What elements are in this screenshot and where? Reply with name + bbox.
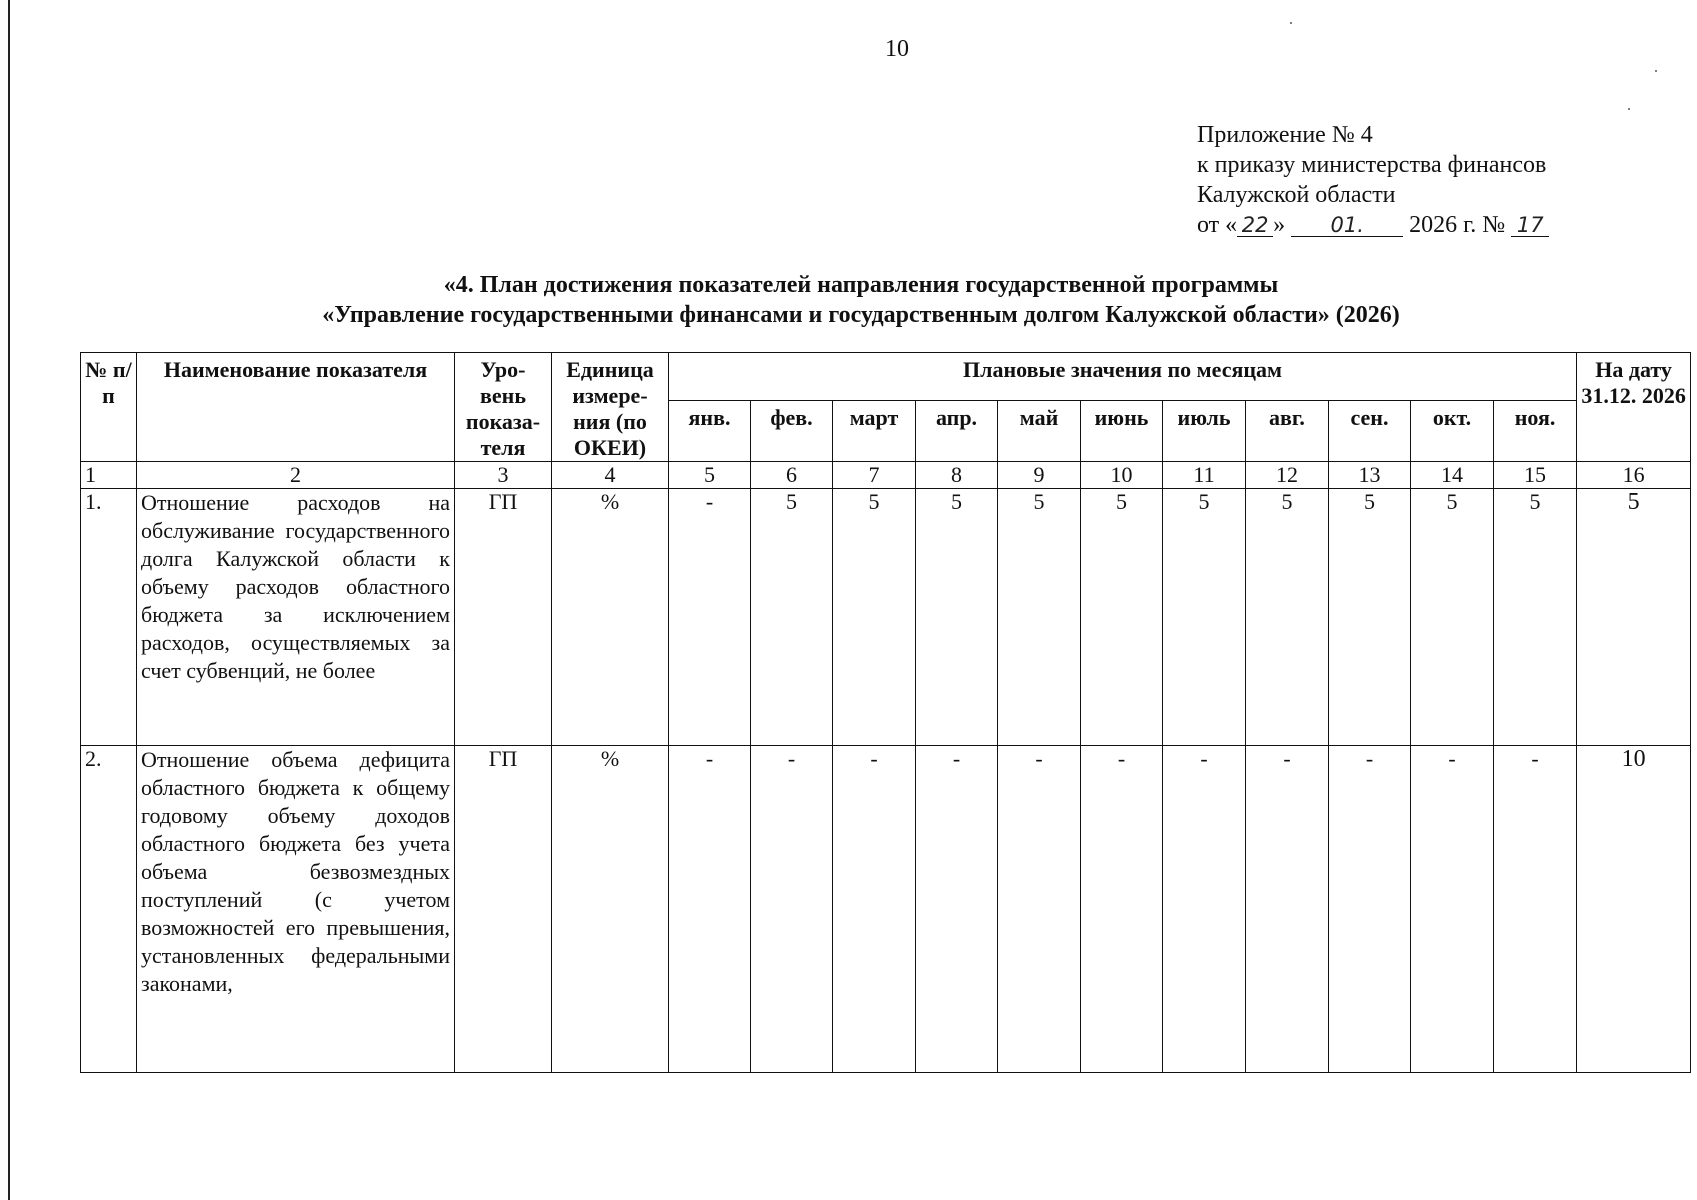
month-value: 5 <box>1494 489 1577 746</box>
month-header: янв. <box>669 401 751 462</box>
month-value: 5 <box>1246 489 1329 746</box>
month-value: - <box>998 746 1081 1073</box>
indicator-level: ГП <box>455 489 552 746</box>
row-number: 1. <box>81 489 137 746</box>
scan-speck <box>1628 108 1630 110</box>
column-number: 6 <box>751 462 833 489</box>
month-header: ноя. <box>1494 401 1577 462</box>
month-header: июнь <box>1081 401 1163 462</box>
month-value: - <box>916 746 998 1073</box>
document-title <box>0 270 1697 330</box>
indicator-level: ГП <box>455 746 552 1073</box>
date-year: 2026 г. № <box>1409 212 1506 238</box>
month-value: - <box>1246 746 1329 1073</box>
column-number: 2 <box>137 462 455 489</box>
column-number: 3 <box>455 462 552 489</box>
column-number: 1 <box>81 462 137 489</box>
month-value: - <box>1411 746 1494 1073</box>
column-number: 16 <box>1577 462 1691 489</box>
month-header: окт. <box>1411 401 1494 462</box>
month-value: 5 <box>1081 489 1163 746</box>
appendix-header <box>1197 120 1549 240</box>
month-header: май <box>998 401 1081 462</box>
column-number: 11 <box>1163 462 1246 489</box>
header-row <box>81 353 1691 401</box>
month-value: - <box>669 746 751 1073</box>
column-number-row <box>81 462 1691 489</box>
month-header: март <box>833 401 916 462</box>
indicator-name: Отношение расходов на обслуживание государственного долга Калужской области к объему расходов областного бюджета за исключением расходов, осуществляемых за счет субвенций, не более <box>137 489 455 746</box>
month-value: - <box>833 746 916 1073</box>
column-number: 9 <box>998 462 1081 489</box>
appendix-line: Калужской области <box>1197 182 1396 208</box>
scan-speck <box>1655 70 1657 72</box>
month-value: - <box>1329 746 1411 1073</box>
row-number: 2. <box>81 746 137 1073</box>
date-mid: » <box>1273 212 1286 238</box>
end-date-value: 10 <box>1577 746 1691 1073</box>
month-value: - <box>1081 746 1163 1073</box>
month-value: - <box>751 746 833 1073</box>
appendix-line: к приказу министерства финансов <box>1197 152 1547 178</box>
month-value: 5 <box>916 489 998 746</box>
header-level: Уро-вень показа-теля <box>455 353 552 462</box>
column-number: 13 <box>1329 462 1411 489</box>
scan-speck <box>1290 22 1292 24</box>
handwritten-month: 01. <box>1291 214 1403 237</box>
column-number: 14 <box>1411 462 1494 489</box>
column-number: 8 <box>916 462 998 489</box>
column-number: 5 <box>669 462 751 489</box>
column-number: 7 <box>833 462 916 489</box>
indicator-unit: % <box>552 746 669 1073</box>
page-number: 10 <box>885 36 909 62</box>
month-value: - <box>669 489 751 746</box>
month-header: апр. <box>916 401 998 462</box>
month-value: - <box>1494 746 1577 1073</box>
column-number: 12 <box>1246 462 1329 489</box>
date-prefix: от « <box>1197 212 1238 238</box>
header-num: № п/п <box>81 353 137 462</box>
scan-left-edge <box>8 0 10 1200</box>
month-header: авг. <box>1246 401 1329 462</box>
month-header: июль <box>1163 401 1246 462</box>
end-date-value: 5 <box>1577 489 1691 746</box>
month-value: 5 <box>1329 489 1411 746</box>
title-line-1: «4. План достижения показателей направления государственной программы <box>443 272 1279 298</box>
month-value: - <box>1163 746 1246 1073</box>
title-line-2: «Управление государственными финансами и государственным долгом Калужской области» (2026) <box>322 302 1400 328</box>
header-monthly: Плановые значения по месяцам <box>669 353 1577 401</box>
month-value: 5 <box>998 489 1081 746</box>
header-name: Наименование показателя <box>137 353 455 462</box>
month-header: сен. <box>1329 401 1411 462</box>
appendix-date-line <box>1197 210 1549 240</box>
handwritten-order-number: 17 <box>1511 214 1549 237</box>
column-number: 15 <box>1494 462 1577 489</box>
column-number: 10 <box>1081 462 1163 489</box>
month-value: 5 <box>751 489 833 746</box>
month-value: 5 <box>833 489 916 746</box>
header-end-date: На дату 31.12. 2026 <box>1577 353 1691 462</box>
indicator-unit: % <box>552 489 669 746</box>
month-header: фев. <box>751 401 833 462</box>
plan-table <box>80 352 1691 1073</box>
month-value: 5 <box>1163 489 1246 746</box>
month-value: 5 <box>1411 489 1494 746</box>
table-row <box>81 746 1691 1073</box>
table-row <box>81 489 1691 746</box>
header-unit: Единица измере-ния (по ОКЕИ) <box>552 353 669 462</box>
indicator-name: Отношение объема дефицита областного бюджета к общему годовому объему доходов областного бюджета без учета объема безвозмездных поступлений (с учетом возможностей его превышения, установленных федеральными законами, <box>137 746 455 1073</box>
column-number: 4 <box>552 462 669 489</box>
appendix-line: Приложение № 4 <box>1197 122 1373 148</box>
handwritten-day: 22 <box>1237 214 1273 237</box>
